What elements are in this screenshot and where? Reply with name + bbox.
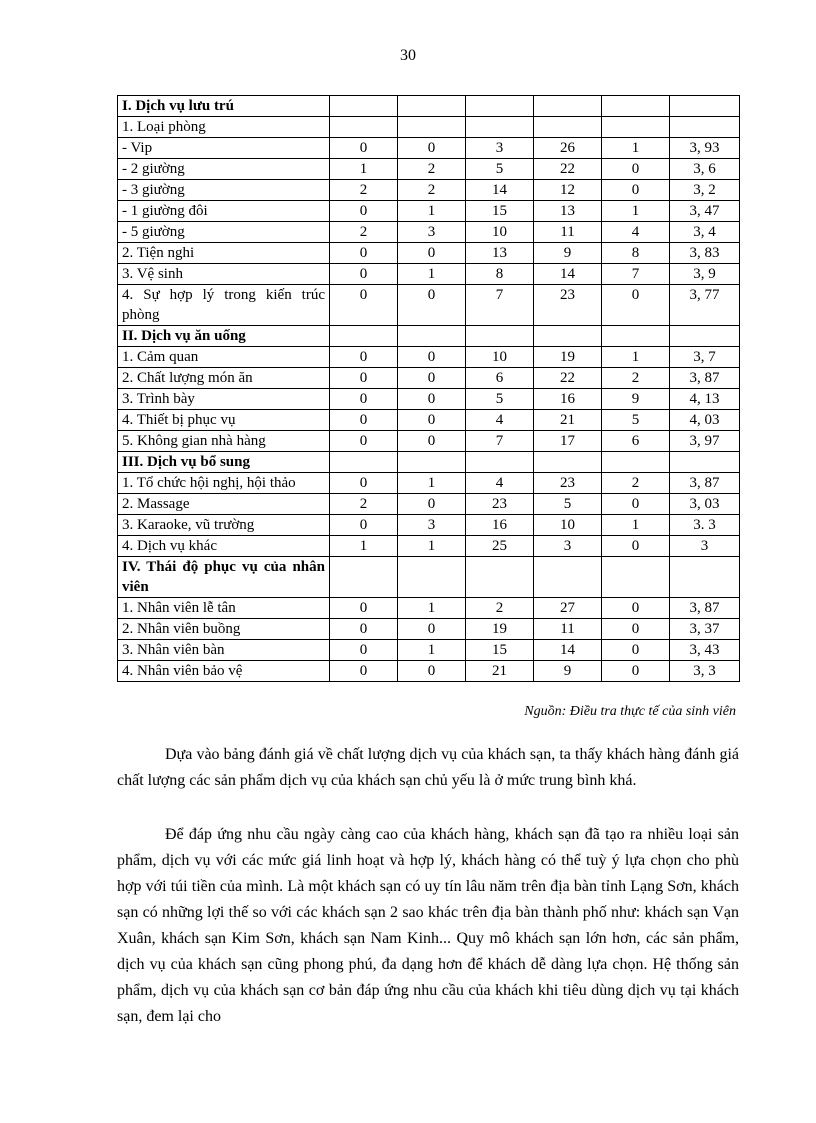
cell-value: 1 [602,138,670,159]
cell-value [534,326,602,347]
cell-value: 3, 87 [670,473,740,494]
cell-value: 1 [398,264,466,285]
cell-value: 4, 13 [670,389,740,410]
cell-value [670,557,740,598]
cell-value: 23 [534,285,602,326]
cell-value: 3, 9 [670,264,740,285]
cell-value: 0 [602,159,670,180]
cell-value [330,326,398,347]
cell-value [466,557,534,598]
cell-value [330,557,398,598]
cell-value: 13 [466,243,534,264]
table-section-row [118,557,740,598]
cell-value: 3 [466,138,534,159]
cell-value: 3, 87 [670,368,740,389]
cell-value: 1 [330,159,398,180]
cell-value: 1 [398,536,466,557]
cell-value: 26 [534,138,602,159]
table-row [118,431,740,452]
cell-value [602,326,670,347]
cell-value: 3, 3 [670,661,740,682]
row-label: 1. Cảm quan [118,347,330,368]
cell-value: 2 [330,494,398,515]
cell-value: 1 [602,347,670,368]
cell-value: 21 [466,661,534,682]
cell-value [670,326,740,347]
cell-value [602,117,670,138]
cell-value: 0 [398,619,466,640]
cell-value: 2 [602,368,670,389]
body-paragraph-2: Để đáp ứng nhu cầu ngày càng cao của khách hàng, khách sạn đã tạo ra nhiều loại sản phẩm, dịch vụ với các mức giá linh hoạt và hợp lý, khách hàng có thể tuỳ ý lựa chọn cho phù hợp với túi tiền của mình. Là một khách sạn có uy tín lâu năm trên địa bàn tỉnh Lạng Sơn, khách sạn có những lợi thế so với các khách sạn 2 sao khác trên địa bàn thành phố như: khách sạn Vạn Xuân, khách sạn Kim Sơn, khách sạn Nam Kinh... Quy mô khách sạn lớn hơn, các sản phẩm, dịch vụ của khách sạn cũng phong phú, đa dạng hơn để khách dễ dàng lựa chọn. Hệ thống sản phẩm, dịch vụ của khách sạn cơ bản đáp ứng nhu cầu của khách khi tiêu dùng dịch vụ tại khách sạn, đem lại cho [117,826,739,1025]
cell-value: 2 [398,159,466,180]
cell-value: 7 [466,285,534,326]
cell-value: 5 [602,410,670,431]
cell-value: 0 [330,264,398,285]
cell-value: 1 [330,536,398,557]
cell-value: 14 [466,180,534,201]
cell-value: 19 [466,619,534,640]
cell-value [534,117,602,138]
cell-value: 0 [398,661,466,682]
cell-value: 0 [330,640,398,661]
cell-value: 19 [534,347,602,368]
table-row [118,640,740,661]
cell-value: 10 [466,222,534,243]
cell-value: 0 [330,619,398,640]
cell-value: 6 [602,431,670,452]
cell-value: 2 [466,598,534,619]
cell-value: 5 [466,159,534,180]
cell-value: 3 [398,515,466,536]
table-section-row [118,326,740,347]
row-label: - 2 giường [118,159,330,180]
row-label: 2. Chất lượng món ăn [118,368,330,389]
table-row [118,201,740,222]
cell-value: 27 [534,598,602,619]
cell-value [466,326,534,347]
cell-value: 3, 03 [670,494,740,515]
cell-value: 3, 83 [670,243,740,264]
cell-value: 0 [398,347,466,368]
row-label: 3. Karaoke, vũ trường [118,515,330,536]
cell-value: 3, 93 [670,138,740,159]
row-label: 2. Nhân viên buồng [118,619,330,640]
cell-value: 12 [534,180,602,201]
table-row [118,117,740,138]
cell-value: 3, 2 [670,180,740,201]
cell-value: 0 [330,347,398,368]
cell-value: 0 [398,138,466,159]
cell-value: 0 [398,389,466,410]
cell-value: 16 [534,389,602,410]
row-label: 4. Dịch vụ khác [118,536,330,557]
table-row [118,222,740,243]
cell-value: 0 [330,243,398,264]
cell-value: 4, 03 [670,410,740,431]
cell-value: 9 [534,661,602,682]
cell-value: 0 [330,285,398,326]
cell-value: 0 [330,201,398,222]
cell-value [534,452,602,473]
cell-value: 0 [398,285,466,326]
row-label: 4. Sự hợp lý trong kiến trúc phòng [118,285,330,326]
cell-value: 10 [534,515,602,536]
cell-value: 0 [330,661,398,682]
table-row [118,368,740,389]
cell-value: 4 [602,222,670,243]
row-label: - 1 giường đôi [118,201,330,222]
row-label: 4. Thiết bị phục vụ [118,410,330,431]
cell-value: 3, 87 [670,598,740,619]
cell-value: 11 [534,222,602,243]
cell-value [398,96,466,117]
cell-value: 0 [330,389,398,410]
cell-value: 1 [398,598,466,619]
cell-value: 3 [398,222,466,243]
cell-value: 0 [602,536,670,557]
cell-value [602,557,670,598]
cell-value: 0 [330,515,398,536]
cell-value: 8 [466,264,534,285]
cell-value [534,557,602,598]
cell-value: 0 [602,640,670,661]
cell-value: 6 [466,368,534,389]
cell-value: 2 [602,473,670,494]
cell-value: 4 [466,410,534,431]
table-row [118,180,740,201]
table-row [118,138,740,159]
table-row [118,389,740,410]
cell-value [466,117,534,138]
row-label: IV. Thái độ phục vụ của nhân viên [118,557,330,598]
cell-value: 7 [466,431,534,452]
row-label: 1. Nhân viên lễ tân [118,598,330,619]
service-rating-table [117,95,740,682]
page-number: 30 [400,47,416,64]
row-label: II. Dịch vụ ăn uống [118,326,330,347]
cell-value: 25 [466,536,534,557]
cell-value: 3, 7 [670,347,740,368]
cell-value: 13 [534,201,602,222]
cell-value: 23 [534,473,602,494]
cell-value: 16 [466,515,534,536]
cell-value [670,117,740,138]
cell-value [398,326,466,347]
table-section-row [118,452,740,473]
body-paragraph-1: Dựa vào bảng đánh giá về chất lượng dịch vụ của khách sạn, ta thấy khách hàng đánh giá chất lượng các sản phẩm dịch vụ của khách sạn chủ yếu là ở mức trung bình khá. [117,746,739,789]
cell-value [670,96,740,117]
cell-value [466,96,534,117]
cell-value: 9 [602,389,670,410]
cell-value: 3, 97 [670,431,740,452]
cell-value: 10 [466,347,534,368]
cell-value: 7 [602,264,670,285]
cell-value: 15 [466,640,534,661]
table-row [118,661,740,682]
cell-value: 9 [534,243,602,264]
table-row [118,598,740,619]
cell-value: 3, 43 [670,640,740,661]
cell-value: 1 [398,473,466,494]
cell-value: 0 [330,138,398,159]
cell-value: 3 [670,536,740,557]
row-label: 5. Không gian nhà hàng [118,431,330,452]
table-row [118,264,740,285]
cell-value: 14 [534,264,602,285]
cell-value: 0 [330,368,398,389]
cell-value: 15 [466,201,534,222]
cell-value: 0 [398,431,466,452]
cell-value: 3. 3 [670,515,740,536]
cell-value: 2 [330,222,398,243]
cell-value: 22 [534,159,602,180]
row-label: I. Dịch vụ lưu trú [118,96,330,117]
cell-value: 0 [330,431,398,452]
cell-value: 0 [398,410,466,431]
row-label: 3. Vệ sinh [118,264,330,285]
cell-value: 11 [534,619,602,640]
cell-value: 17 [534,431,602,452]
row-label: 2. Tiện nghi [118,243,330,264]
table-row [118,410,740,431]
cell-value: 3, 4 [670,222,740,243]
row-label: 1. Tổ chức hội nghị, hội thảo [118,473,330,494]
cell-value: 0 [602,494,670,515]
cell-value: 0 [330,598,398,619]
row-label: 3. Trình bày [118,389,330,410]
table-row [118,515,740,536]
cell-value: 8 [602,243,670,264]
cell-value: 0 [602,661,670,682]
row-label: - 5 giường [118,222,330,243]
cell-value: 3 [534,536,602,557]
cell-value: 0 [602,180,670,201]
cell-value: 0 [602,285,670,326]
cell-value: 21 [534,410,602,431]
table-row [118,243,740,264]
cell-value [602,96,670,117]
cell-value [330,96,398,117]
cell-value: 4 [466,473,534,494]
cell-value [466,452,534,473]
cell-value: 5 [534,494,602,515]
row-label: - Vip [118,138,330,159]
cell-value: 0 [602,598,670,619]
row-label: - 3 giường [118,180,330,201]
cell-value: 1 [398,640,466,661]
cell-value [398,117,466,138]
source-note: Nguồn: Điều tra thực tế của sinh viên [524,704,736,719]
cell-value: 3, 37 [670,619,740,640]
table-row [118,159,740,180]
row-label: 3. Nhân viên bàn [118,640,330,661]
cell-value: 14 [534,640,602,661]
cell-value: 3, 77 [670,285,740,326]
row-label: 1. Loại phòng [118,117,330,138]
cell-value [398,557,466,598]
table-section-row [118,96,740,117]
cell-value [330,452,398,473]
table-row [118,473,740,494]
cell-value [534,96,602,117]
row-label: 2. Massage [118,494,330,515]
table-row [118,536,740,557]
cell-value: 5 [466,389,534,410]
cell-value [330,117,398,138]
cell-value: 1 [602,515,670,536]
cell-value: 0 [330,473,398,494]
cell-value [602,452,670,473]
cell-value: 0 [398,243,466,264]
cell-value: 0 [602,619,670,640]
row-label: III. Dịch vụ bổ sung [118,452,330,473]
cell-value: 3, 6 [670,159,740,180]
table-row [118,494,740,515]
cell-value [670,452,740,473]
cell-value: 3, 47 [670,201,740,222]
cell-value: 1 [602,201,670,222]
table-row [118,285,740,326]
table-row [118,619,740,640]
cell-value: 2 [330,180,398,201]
row-label: 4. Nhân viên bảo vệ [118,661,330,682]
cell-value: 2 [398,180,466,201]
cell-value: 1 [398,201,466,222]
cell-value [398,452,466,473]
cell-value: 22 [534,368,602,389]
cell-value: 0 [398,494,466,515]
cell-value: 0 [330,410,398,431]
table-row [118,347,740,368]
cell-value: 23 [466,494,534,515]
cell-value: 0 [398,368,466,389]
